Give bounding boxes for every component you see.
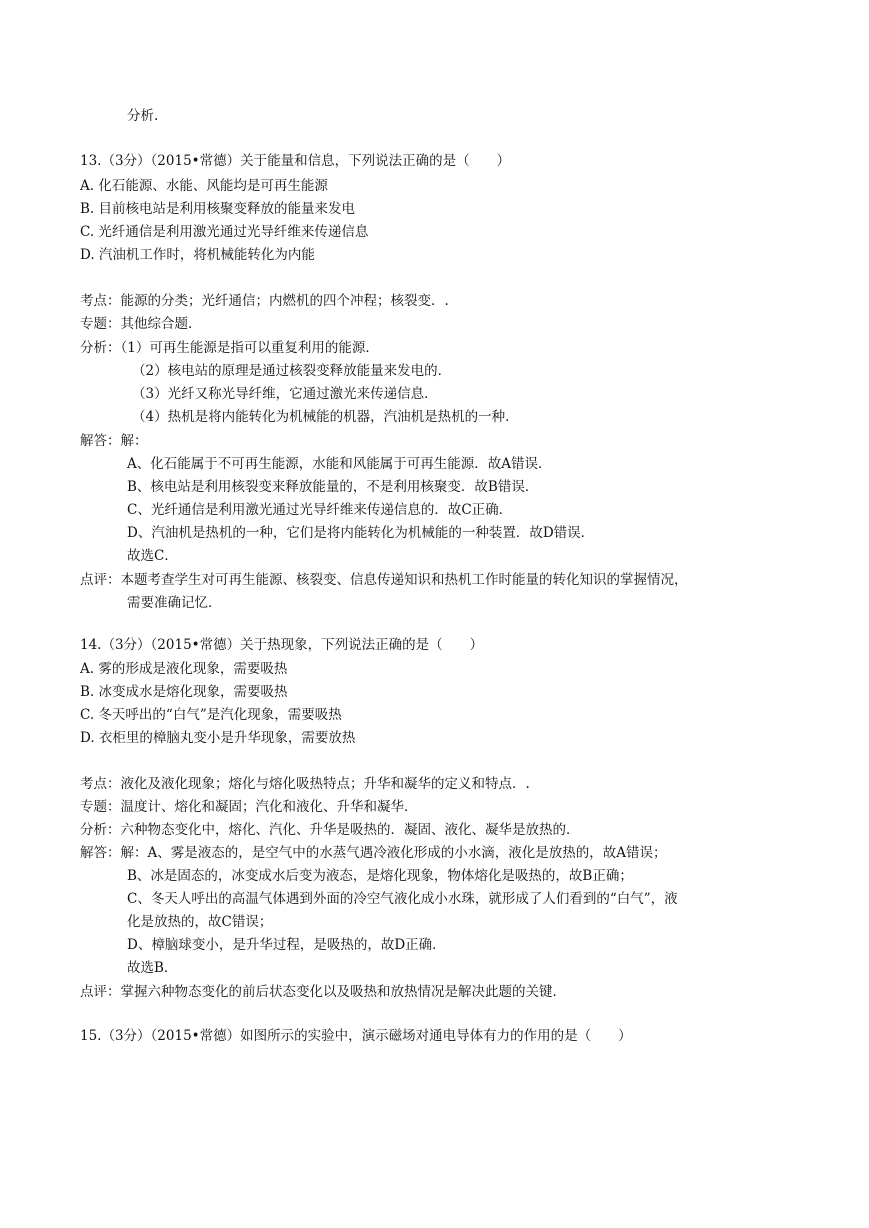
- text-line: 专题：温度计、熔化和凝固；汽化和液化、升华和凝华．: [80, 799, 418, 815]
- text-line: A. 化石能源、水能、风能均是可再生能源: [80, 178, 328, 194]
- text-line: （4）热机是将内能转化为机械能的机器，汽油机是热机的一种．: [132, 409, 519, 425]
- text-line: 化是放热的，故C错误；: [127, 914, 273, 930]
- text-line: D、汽油机是热机的一种，它们是将内能转化为机械能的一种装置．故D错误．: [127, 525, 595, 541]
- text-line: 分析：（1）可再生能源是指可以重复利用的能源．: [80, 340, 379, 356]
- text-line: B. 目前核电站是利用核聚变释放的能量来发电: [80, 201, 356, 217]
- text-line: 解答：解：A、雾是液态的，是空气中的水蒸气遇冷液化形成的小水滴，液化是放热的，故A错误；: [80, 845, 667, 861]
- text-line: D. 衣柜里的樟脑丸变小是升华现象，需要放热: [80, 730, 356, 746]
- text-line: C、冬天人呼出的高温气体遇到外面的冷空气液化成小水珠，就形成了人们看到的“白气”，液: [127, 891, 678, 907]
- text-line: 专题：其他综合题．: [80, 316, 202, 332]
- text-line: C. 冬天呼出的“白气”是汽化现象，需要吸热: [80, 707, 342, 723]
- text-line: 考点：液化及液化现象；熔化与熔化吸热特点；升华和凝华的定义和特点．.: [80, 776, 530, 792]
- text-line: D、樟脑球变小，是升华过程，是吸热的，故D正确．: [127, 937, 446, 953]
- text-line: 分析.: [127, 108, 159, 124]
- text-line: C. 光纤通信是利用激光通过光导纤维来传递信息: [80, 224, 369, 240]
- text-line: B、冰是固态的，冰变成水后变为液态，是熔化现象，物体熔化是吸热的，故B正确；: [127, 868, 633, 884]
- text-line: 分析：六种物态变化中，熔化、汽化、升华是吸热的．凝固、液化、凝华是放热的．: [80, 822, 580, 838]
- text-line: 13.（3分）（2015•常德）关于能量和信息，下列说法正确的是（ ）: [80, 153, 511, 169]
- text-line: 故选C．: [127, 548, 178, 564]
- text-line: A、化石能属于不可再生能源，水能和风能属于可再生能源．故A错误．: [127, 456, 552, 472]
- text-line: 14.（3分）（2015•常德）关于热现象，下列说法正确的是（ ）: [80, 637, 484, 653]
- text-line: 解答：解：: [80, 433, 148, 449]
- text-line: C、光纤通信是利用激光通过光导纤维来传递信息的．故C正确．: [127, 502, 513, 518]
- text-line: 点评：掌握六种物态变化的前后状态变化以及吸热和放热情况是解决此题的关键．: [80, 984, 566, 1000]
- text-line: 故选B．: [127, 960, 178, 976]
- text-line: 需要准确记忆．: [127, 595, 222, 611]
- text-line: B. 冰变成水是熔化现象，需要吸热: [80, 684, 288, 700]
- text-line: 考点：能源的分类；光纤通信；内燃机的四个冲程；核裂变．.: [80, 293, 449, 309]
- text-line: 点评：本题考查学生对可再生能源、核裂变、信息传递知识和热机工作时能量的转化知识的掌握情况，: [80, 572, 688, 588]
- text-line: （3）光纤又称光导纤维，它通过激光来传递信息．: [132, 386, 438, 402]
- text-line: B、核电站是利用核裂变来释放能量的，不是利用核聚变．故B错误．: [127, 479, 539, 495]
- text-line: （2）核电站的原理是通过核裂变释放能量来发电的．: [132, 363, 452, 379]
- text-line: 15.（3分）（2015•常德）如图所示的实验中，演示磁场对通电导体有力的作用的是（ ）: [80, 1028, 632, 1044]
- text-line: D. 汽油机工作时，将机械能转化为内能: [80, 247, 315, 263]
- text-line: A. 雾的形成是液化现象，需要吸热: [80, 661, 288, 677]
